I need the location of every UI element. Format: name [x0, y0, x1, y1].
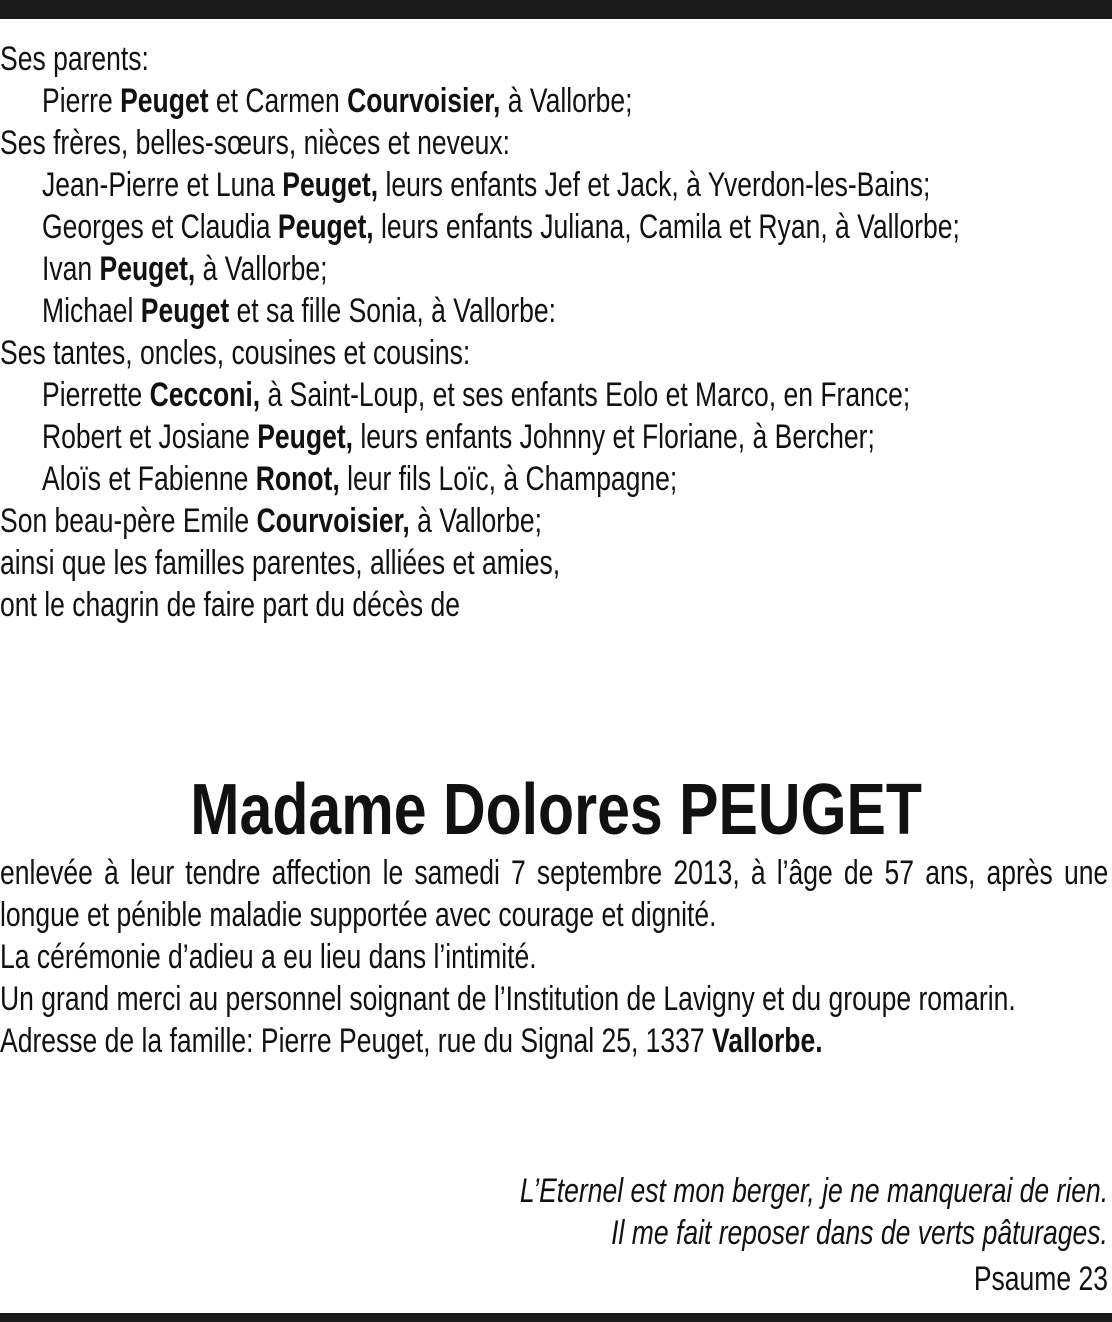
family-list — [0, 38, 1110, 626]
siblings-heading: Ses frères, belles-sœurs, nièces et neveux: — [0, 124, 510, 162]
ceremony-line: La cérémonie d’adieu a eu lieu dans l’intimité. — [0, 938, 537, 976]
sibling-entry: Michael Peuget et sa fille Sonia, à Vallorbe: — [42, 292, 556, 330]
thanks-paragraph: Un grand merci au personnel soignant de l’Institution de Lavigny et du groupe romarin. — [0, 980, 1016, 1018]
notice-body — [0, 852, 1110, 1062]
announcement-line: ont le chagrin de faire part du décès de — [0, 586, 460, 624]
aunts-heading: Ses tantes, oncles, cousines et cousins: — [0, 334, 471, 372]
sibling-entry: Ivan Peuget, à Vallorbe; — [42, 250, 328, 288]
families-line: ainsi que les familles parentes, alliées et amies, — [0, 544, 561, 582]
aunt-entry: Robert et Josiane Peuget, leurs enfants Johnny et Floriane, à Bercher; — [42, 418, 875, 456]
top-rule — [0, 0, 1112, 19]
parents-line: Pierre Peuget et Carmen Courvoisier, à Vallorbe; — [42, 82, 633, 120]
death-paragraph: enlevée à leur tendre affection le samedi 7 septembre 2013, à l’âge de 57 ans, après une longue et pénible maladie supportée avec courage et dignité. — [0, 854, 1109, 934]
aunt-entry: Pierrette Cecconi, à Saint-Loup, et ses enfants Eolo et Marco, en France; — [42, 376, 911, 414]
bottom-rule — [0, 1313, 1112, 1322]
sibling-entry: Jean-Pierre et Luna Peuget, leurs enfants Jef et Jack, à Yverdon-les-Bains; — [42, 166, 931, 204]
psalm-quote: L’Eternel est mon berger, je ne manquerai de rien. Il me fait reposer dans de verts pâturages. — [519, 1172, 1108, 1252]
family-address: Adresse de la famille: Pierre Peuget, rue du Signal 25, 1337 Vallorbe. — [0, 1022, 823, 1060]
aunt-entry: Aloïs et Fabienne Ronot, leur fils Loïc, à Champagne; — [42, 460, 678, 498]
deceased-name: Madame Dolores PEUGET — [190, 770, 922, 850]
psalm-source: Psaume 23 — [973, 1260, 1108, 1298]
parents-heading: Ses parents: — [0, 40, 149, 78]
sibling-entry: Georges et Claudia Peuget, leurs enfants Juliana, Camila et Ryan, à Vallorbe; — [42, 208, 960, 246]
father-in-law-line: Son beau-père Emile Courvoisier, à Vallorbe; — [0, 502, 542, 540]
